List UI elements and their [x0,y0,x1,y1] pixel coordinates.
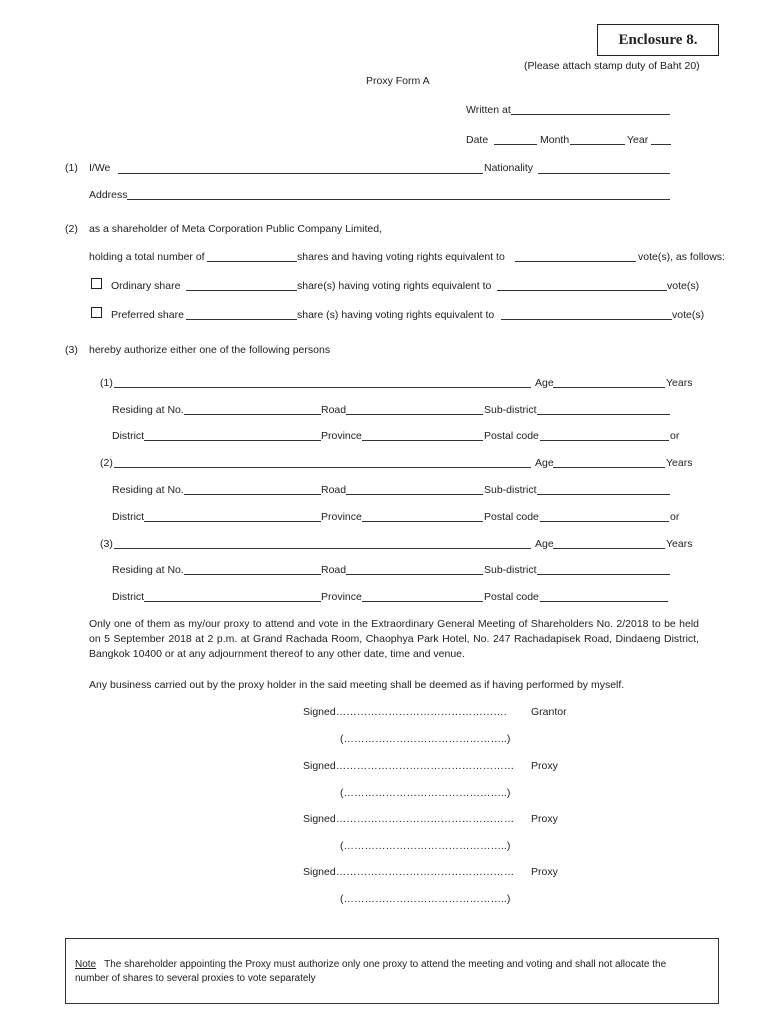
proxy-1-age-field[interactable] [553,387,665,388]
proxy-1-postal-field[interactable] [540,440,669,441]
proxy-3-subdistrict-label: Sub-district [484,564,537,576]
preferred-share-checkbox[interactable] [91,307,102,318]
stamp-duty-note: (Please attach stamp duty of Baht 20) [524,60,700,72]
authorize-intro: hereby authorize either one of the following persons [89,344,331,356]
note-box [65,938,719,1004]
form-title: Proxy Form A [366,75,430,87]
proxy-1-number: (1) [100,377,113,389]
signature-role: Proxy [531,760,558,772]
ordinary-end-label: vote(s) [667,280,700,292]
proxy-2-postal-label: Postal code [484,511,539,523]
total-shares-field[interactable] [207,261,297,262]
proxy-3-district-label: District [112,591,145,603]
holding-label: holding a total number of [89,251,205,263]
note-label: Note [75,959,97,970]
signature-line[interactable]: Signed…………………………………………… [303,866,515,878]
proxy-3-district-field[interactable] [144,601,321,602]
proxy-2-district-field[interactable] [144,521,321,522]
year-field[interactable] [651,144,671,145]
proxy-3-postal-field[interactable] [540,601,668,602]
meeting-paragraph: Only one of them as my/our proxy to attend and vote in the Extraordinary General Meeting of Shareholders No. 2/2018 to be held on 5 September 2018 at 2 p.m. at Grand Rachada Room, Chaophya Park Hotel, No. 247 Rachadapisek Road, Dindaeng District, Bangkok 10400 or at any adjournment thereof to any other date, time and venue. [89,618,699,660]
proxy-3-house-no-field[interactable] [184,574,321,575]
section-3-number: (3) [65,344,78,356]
proxy-2-road-field[interactable] [346,494,483,495]
proxy-2-age-field[interactable] [553,467,665,468]
proxy-1-name-field[interactable] [114,387,531,388]
proxy-1-postal-label: Postal code [484,430,539,442]
proxy-2-house-no-field[interactable] [184,494,321,495]
proxy-2-subdistrict-field[interactable] [537,494,670,495]
date-field[interactable] [494,144,537,145]
proxy-2-residing-label: Residing at No. [112,484,184,496]
proxy-1-district-label: District [112,430,145,442]
note-text: The shareholder appointing the Proxy must authorize only one proxy to attend the meeting and voting and shall not allocate the number of shares to several proxies to vote separately [75,959,667,984]
section-2-number: (2) [65,223,78,235]
month-label: Month [540,134,570,146]
signature-role: Proxy [531,866,558,878]
proxy-2-or-label: or [670,511,680,523]
proxy-2-province-label: Province [321,511,362,523]
signature-name-line[interactable]: (………………………………………..) [340,893,511,905]
proxy-3-residing-label: Residing at No. [112,564,184,576]
year-label: Year [627,134,649,146]
proxy-3-name-field[interactable] [114,548,531,549]
proxy-3-province-field[interactable] [362,601,483,602]
proxy-2-road-label: Road [321,484,347,496]
address-label: Address [89,189,128,201]
address-field[interactable] [127,199,670,200]
signature-name-line[interactable]: (………………………………………..) [340,787,511,799]
proxy-1-province-field[interactable] [362,440,483,441]
nationality-field[interactable] [538,173,670,174]
proxy-1-age-label: Age [535,377,554,389]
proxy-1-road-field[interactable] [346,414,483,415]
enclosure-box [597,24,719,56]
proxy-2-postal-field[interactable] [540,521,669,522]
proxy-1-province-label: Province [321,430,362,442]
proxy-3-road-label: Road [321,564,347,576]
proxy-1-subdistrict-field[interactable] [537,414,670,415]
proxy-3-province-label: Province [321,591,362,603]
proxy-1-district-field[interactable] [144,440,321,441]
signature-name-line[interactable]: (………………………………………..) [340,733,511,745]
preferred-votes-field[interactable] [501,319,672,320]
proxy-1-house-no-field[interactable] [184,414,321,415]
ordinary-shares-field[interactable] [186,290,297,291]
preferred-share-label: Preferred share [111,309,184,321]
preferred-mid-label: share (s) having voting rights equivalent to [297,309,495,321]
proxy-2-years-label: Years [666,457,693,469]
proxy-2-province-field[interactable] [362,521,483,522]
signature-name-line[interactable]: (………………………………………..) [340,840,511,852]
ordinary-share-label: Ordinary share [111,280,181,292]
votes-follows-label: vote(s), as follows: [638,251,725,263]
signature-line[interactable]: Signed…………………………………………… [303,760,515,772]
proxy-1-subdistrict-label: Sub-district [484,404,537,416]
proxy-1-or-label: or [670,430,680,442]
proxy-3-road-field[interactable] [346,574,483,575]
proxy-2-age-label: Age [535,457,554,469]
proxy-2-subdistrict-label: Sub-district [484,484,537,496]
enclosure-label: Enclosure 8. [618,31,698,48]
proxy-1-years-label: Years [666,377,693,389]
preferred-shares-field[interactable] [186,319,297,320]
proxy-3-number: (3) [100,538,113,550]
iwe-label: I/We [89,162,111,174]
signature-role: Grantor [531,706,567,718]
ordinary-votes-field[interactable] [497,290,667,291]
date-label: Date [466,134,489,146]
written-at-field[interactable] [511,114,670,115]
total-votes-field[interactable] [515,261,636,262]
proxy-3-age-field[interactable] [553,548,665,549]
proxy-3-postal-label: Postal code [484,591,539,603]
proxy-2-number: (2) [100,457,113,469]
shares-having-label: shares and having voting rights equivalent to [297,251,505,263]
ordinary-mid-label: share(s) having voting rights equivalent to [297,280,492,292]
section-1-number: (1) [65,162,78,174]
proxy-3-age-label: Age [535,538,554,550]
preferred-end-label: vote(s) [672,309,705,321]
proxy-1-road-label: Road [321,404,347,416]
nationality-label: Nationality [484,162,534,174]
signature-line[interactable]: Signed…………………………………………… [303,813,515,825]
proxy-2-name-field[interactable] [114,467,531,468]
written-at-label: Written at [466,104,511,116]
shareholder-intro: as a shareholder of Meta Corporation Public Company Limited, [89,223,382,235]
proxy-3-years-label: Years [666,538,693,550]
business-paragraph: Any business carried out by the proxy holder in the said meeting shall be deemed as if having performed by myself. [89,679,625,691]
proxy-2-district-label: District [112,511,145,523]
name-field[interactable] [118,173,483,174]
ordinary-share-checkbox[interactable] [91,278,102,289]
signature-role: Proxy [531,813,558,825]
proxy-3-subdistrict-field[interactable] [537,574,670,575]
note-content [75,958,700,986]
proxy-1-residing-label: Residing at No. [112,404,184,416]
month-field[interactable] [570,144,625,145]
signature-line[interactable]: Signed…………………………………………. [303,706,507,718]
